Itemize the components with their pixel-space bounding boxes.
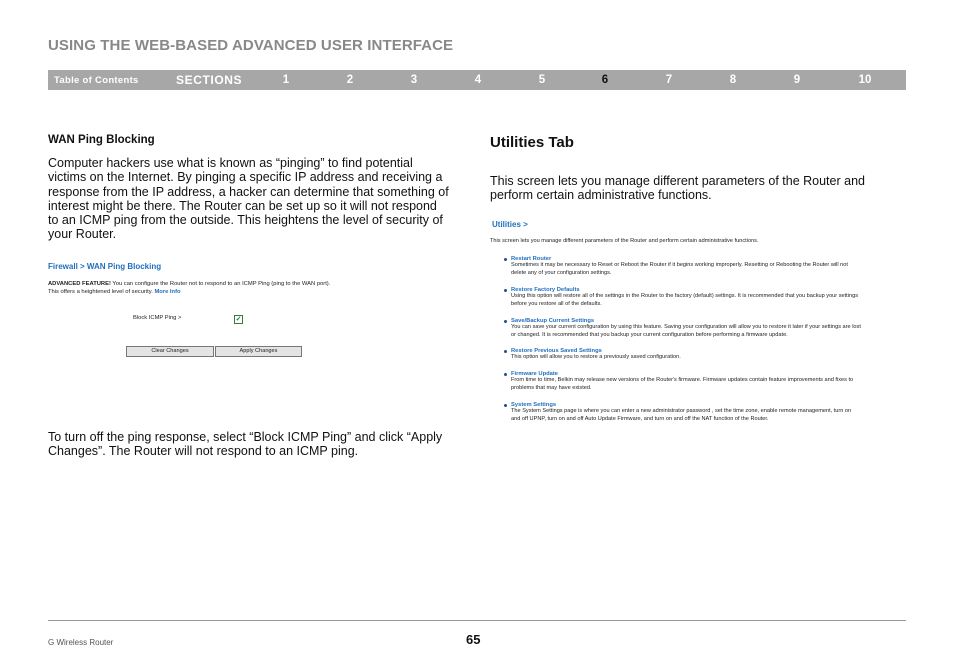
advanced-feature-note (48, 281, 378, 296)
utility-desc: and off UPNP, turn on and off Auto Update Firmware, and turn on and off the NAT function of the Router. (511, 415, 769, 422)
wan-ping-instructions (48, 430, 468, 459)
text-line: your Router. (48, 227, 117, 242)
section-link-4[interactable]: 4 (474, 74, 482, 86)
utilities-screen-intro: This screen lets you manage different parameters of the Router and perform certain administrative functions. (490, 238, 759, 244)
utilities-tab-heading: Utilities Tab (490, 134, 574, 151)
section-link-7[interactable]: 7 (665, 74, 673, 86)
utility-item-system-settings (504, 402, 904, 423)
utility-desc: or changed. It is recommended that you backup your current configuration before performing a firmware update. (511, 331, 788, 338)
section-link-3[interactable]: 3 (410, 74, 418, 86)
restore-previous-settings-link[interactable]: Restore Previous Saved Settings (511, 348, 602, 354)
utility-desc: The System Settings page is where you can enter a new administrator password , set the time zone, enable remote management, turn on (511, 408, 852, 414)
more-info-link[interactable]: More Info (154, 288, 181, 295)
text-line: to an ICMP ping from the outside. This heightens the level of security of (48, 213, 443, 228)
sections-label: SECTIONS (176, 73, 243, 87)
table-of-contents-link[interactable]: Table of Contents (54, 75, 139, 86)
advanced-feature-label: ADVANCED FEATURE! (48, 281, 111, 287)
save-backup-settings-link[interactable]: Save/Backup Current Settings (511, 318, 595, 324)
firmware-update-link[interactable]: Firmware Update (511, 371, 559, 377)
utility-item-restore-factory-defaults (504, 287, 904, 308)
restart-router-link[interactable]: Restart Router (511, 256, 552, 262)
advanced-feature-text-2: This offers a heightened level of security. (48, 288, 153, 295)
section-link-10[interactable]: 10 (858, 74, 872, 86)
clear-changes-button[interactable]: Clear Changes (126, 346, 214, 357)
bullet-icon (504, 289, 507, 292)
section-link-9[interactable]: 9 (793, 74, 801, 86)
system-settings-link[interactable]: System Settings (511, 402, 557, 408)
section-nav-bar (48, 70, 906, 90)
utility-desc: problems that may have existed. (511, 384, 592, 391)
utilities-breadcrumb: Utilities > (492, 220, 528, 229)
wan-ping-heading: WAN Ping Blocking (48, 134, 155, 146)
section-link-8[interactable]: 8 (729, 74, 737, 86)
text-line: Changes”. The Router will not respond to an ICMP ping. (48, 444, 359, 459)
utility-desc: You can save your current configuration by using this feature. Saving your configuration will allow you to restore it later if your settings are lost (511, 324, 861, 330)
text-line: response from the IP address, a hacker can determine that something of (48, 184, 449, 199)
section-link-5[interactable]: 5 (538, 74, 546, 86)
text-line: interest might be there. The Router can be set up so it will not respond (48, 198, 437, 213)
block-icmp-label: Block ICMP Ping > (133, 315, 182, 321)
advanced-feature-text: You can configure the Router not to respond to an ICMP Ping (ping to the WAN port). (110, 281, 331, 287)
bullet-icon (504, 404, 507, 407)
text-line: Computer hackers use what is known as “pinging” to find potential (48, 156, 413, 170)
utility-desc: From time to time, Belkin may release new versions of the Router's firmware. Firmware updates contain feature improvements and fixes to (511, 377, 854, 383)
text-line: This screen lets you manage different parameters of the Router and (490, 174, 865, 188)
text-line: To turn off the ping response, select “Block ICMP Ping” and click “Apply (48, 430, 443, 444)
restore-factory-defaults-link[interactable]: Restore Factory Defaults (511, 287, 580, 293)
utility-desc: Using this option will restore all of the settings in the Router to the factory (default) settings. It is recommended that you backup your settings (511, 293, 858, 299)
utilities-intro (490, 174, 900, 203)
wan-ping-breadcrumb: Firewall > WAN Ping Blocking (48, 262, 162, 271)
bullet-icon (504, 320, 507, 323)
page-number: 65 (466, 632, 481, 647)
apply-changes-button[interactable]: Apply Changes (215, 346, 302, 357)
block-icmp-checkbox[interactable]: ✓ (235, 316, 242, 323)
text-line: victims on the Internet. By pinging a specific IP address and receiving a (48, 170, 443, 185)
utility-item-restart-router (504, 256, 904, 277)
text-line: perform certain administrative functions. (490, 188, 712, 203)
wan-ping-intro (48, 156, 468, 242)
utility-desc: delete any of your configuration settings. (511, 269, 612, 276)
bullet-icon (504, 350, 507, 353)
section-link-6[interactable]: 6 (601, 74, 609, 86)
utility-desc: before you restore all of the defaults. (511, 300, 602, 307)
footer-divider (48, 620, 906, 621)
bullet-icon (504, 258, 507, 261)
bullet-icon (504, 373, 507, 376)
utility-item-restore-previous (504, 348, 904, 362)
page-header-title: USING THE WEB-BASED ADVANCED USER INTERFACE (48, 37, 454, 54)
utility-item-save-backup (504, 318, 904, 339)
section-link-2[interactable]: 2 (346, 74, 354, 86)
utility-desc: Sometimes it may be necessary to Reset or Reboot the Router if it begins working improperly. Resetting or Rebooting the Router will not (511, 262, 848, 268)
footer-product-name: G Wireless Router (48, 638, 114, 647)
utility-desc: This option will allow you to restore a previously saved configuration. (511, 354, 681, 360)
utility-item-firmware-update (504, 371, 904, 392)
section-link-1[interactable]: 1 (282, 74, 290, 86)
